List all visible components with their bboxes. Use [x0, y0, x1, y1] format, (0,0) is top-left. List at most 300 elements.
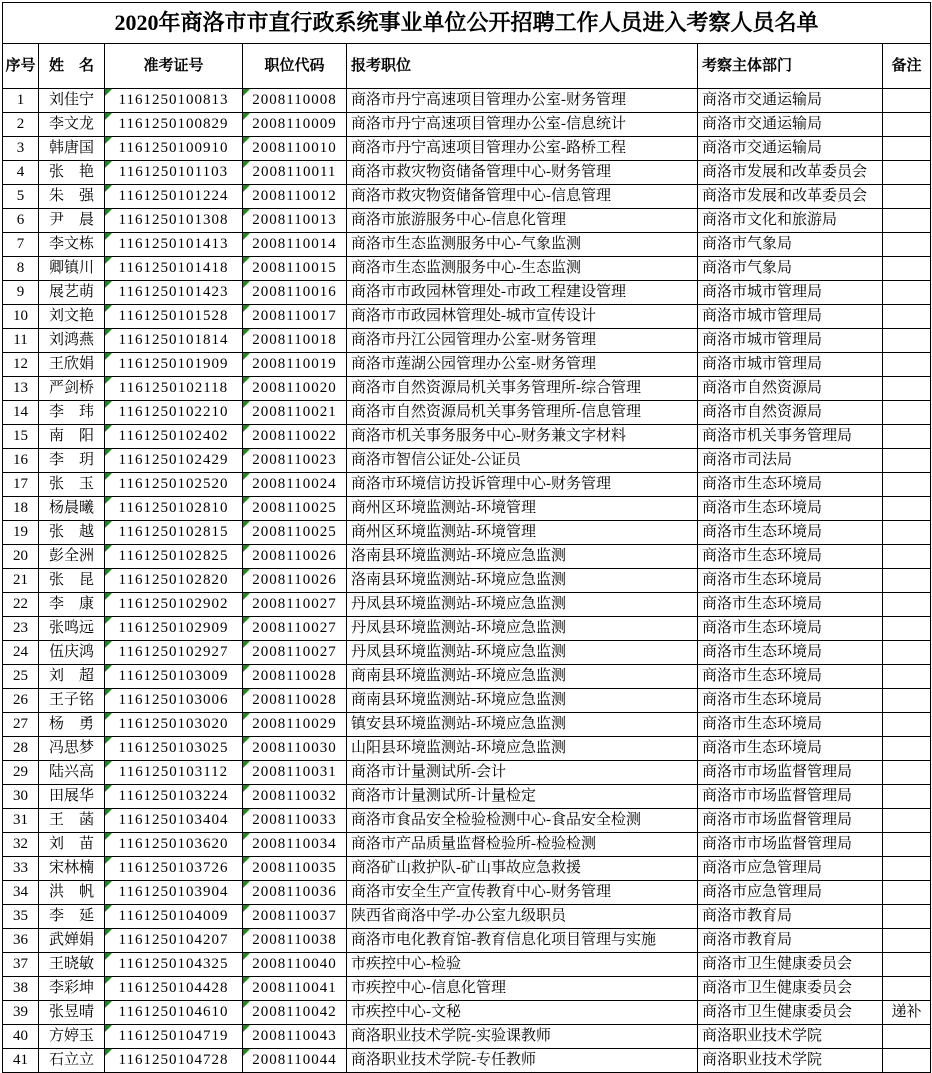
cell-name: 刘鸿燕	[39, 329, 105, 353]
table-row	[3, 257, 931, 281]
cell-index: 14	[3, 401, 39, 425]
cell-index: 31	[3, 809, 39, 833]
cell-position-code: 2008110034	[243, 833, 347, 857]
cell-name: 张 昆	[39, 569, 105, 593]
table-row	[3, 665, 931, 689]
cell-position: 商洛市计量测试所-会计	[347, 761, 698, 785]
cell-position: 商洛市电化教育馆-教育信息化项目管理与实施	[347, 929, 698, 953]
cell-position-code: 2008110038	[243, 929, 347, 953]
cell-ticket-number: 1161250103009	[105, 665, 243, 689]
cell-index: 19	[3, 521, 39, 545]
cell-ticket-number: 1161250101528	[105, 305, 243, 329]
cell-ticket-number: 1161250102927	[105, 641, 243, 665]
cell-ticket-number: 1161250102210	[105, 401, 243, 425]
cell-name: 宋林楠	[39, 857, 105, 881]
cell-department: 商洛市市场监督管理局	[698, 809, 883, 833]
cell-remark	[883, 305, 931, 329]
cell-department: 商洛市市场监督管理局	[698, 785, 883, 809]
cell-remark	[883, 689, 931, 713]
cell-remark	[883, 521, 931, 545]
col-header-ticket-number: 准考证号	[105, 44, 243, 89]
table-row	[3, 137, 931, 161]
cell-department: 商洛市城市管理局	[698, 329, 883, 353]
cell-index: 7	[3, 233, 39, 257]
cell-remark	[883, 641, 931, 665]
cell-remark	[883, 929, 931, 953]
cell-position: 商洛市自然资源局机关事务管理所-综合管理	[347, 377, 698, 401]
cell-department: 商洛市生态环境局	[698, 737, 883, 761]
cell-position: 商洛市旅游服务中心-信息化管理	[347, 209, 698, 233]
cell-ticket-number: 1161250103404	[105, 809, 243, 833]
cell-department: 商洛市交通运输局	[698, 137, 883, 161]
table-row	[3, 641, 931, 665]
table-row	[3, 377, 931, 401]
cell-remark	[883, 137, 931, 161]
cell-ticket-number: 1161250104610	[105, 1001, 243, 1025]
cell-remark	[883, 785, 931, 809]
cell-department: 商洛市生态环境局	[698, 617, 883, 641]
cell-department: 商洛市自然资源局	[698, 377, 883, 401]
cell-ticket-number: 1161250102825	[105, 545, 243, 569]
cell-index: 33	[3, 857, 39, 881]
cell-remark	[883, 209, 931, 233]
cell-position: 市疾控中心-检验	[347, 953, 698, 977]
cell-ticket-number: 1161250104325	[105, 953, 243, 977]
table-row	[3, 1049, 931, 1073]
cell-index: 5	[3, 185, 39, 209]
cell-position: 商洛矿山救护队-矿山事故应急救援	[347, 857, 698, 881]
cell-ticket-number: 1161250101413	[105, 233, 243, 257]
cell-name: 方婷玉	[39, 1025, 105, 1049]
table-row	[3, 785, 931, 809]
cell-department: 商洛市生态环境局	[698, 593, 883, 617]
title-row	[3, 3, 931, 44]
cell-name: 洪 帆	[39, 881, 105, 905]
cell-name: 韩唐国	[39, 137, 105, 161]
cell-position-code: 2008110019	[243, 353, 347, 377]
cell-name: 尹 晨	[39, 209, 105, 233]
cell-ticket-number: 1161250104719	[105, 1025, 243, 1049]
cell-name: 卿镇川	[39, 257, 105, 281]
cell-index: 25	[3, 665, 39, 689]
cell-index: 35	[3, 905, 39, 929]
cell-department: 商洛市城市管理局	[698, 353, 883, 377]
cell-name: 南 阳	[39, 425, 105, 449]
table-row	[3, 977, 931, 1001]
table-row	[3, 905, 931, 929]
cell-index: 18	[3, 497, 39, 521]
cell-index: 30	[3, 785, 39, 809]
cell-position-code: 2008110041	[243, 977, 347, 1001]
table-row	[3, 329, 931, 353]
cell-department: 商洛市市场监督管理局	[698, 833, 883, 857]
cell-remark	[883, 377, 931, 401]
cell-ticket-number: 1161250103112	[105, 761, 243, 785]
cell-ticket-number: 1161250104009	[105, 905, 243, 929]
header-row	[3, 44, 931, 89]
cell-ticket-number: 1161250101224	[105, 185, 243, 209]
table-row	[3, 929, 931, 953]
cell-position: 商洛职业技术学院-专任教师	[347, 1049, 698, 1073]
cell-position: 市疾控中心-文秘	[347, 1001, 698, 1025]
cell-position-code: 2008110018	[243, 329, 347, 353]
cell-name: 张鸣远	[39, 617, 105, 641]
cell-remark	[883, 185, 931, 209]
cell-ticket-number: 1161250102815	[105, 521, 243, 545]
col-header-index: 序号	[3, 44, 39, 89]
cell-position-code: 2008110023	[243, 449, 347, 473]
cell-index: 38	[3, 977, 39, 1001]
cell-position-code: 2008110008	[243, 89, 347, 113]
cell-name: 武婵娟	[39, 929, 105, 953]
cell-department: 商洛市自然资源局	[698, 401, 883, 425]
cell-position: 商洛市救灾物资储备管理中心-财务管理	[347, 161, 698, 185]
cell-index: 12	[3, 353, 39, 377]
cell-remark	[883, 257, 931, 281]
cell-index: 39	[3, 1001, 39, 1025]
table-row	[3, 473, 931, 497]
cell-remark	[883, 881, 931, 905]
table-row	[3, 545, 931, 569]
cell-remark	[883, 617, 931, 641]
cell-position: 镇安县环境监测站-环境应急监测	[347, 713, 698, 737]
cell-position-code: 2008110029	[243, 713, 347, 737]
cell-name: 石立立	[39, 1049, 105, 1073]
cell-ticket-number: 1161250101909	[105, 353, 243, 377]
col-header-position-code: 职位代码	[243, 44, 347, 89]
cell-index: 37	[3, 953, 39, 977]
cell-department: 商洛市交通运输局	[698, 113, 883, 137]
cell-ticket-number: 1161250101418	[105, 257, 243, 281]
cell-department: 商洛市城市管理局	[698, 281, 883, 305]
cell-index: 40	[3, 1025, 39, 1049]
cell-position: 商洛市救灾物资储备管理中心-信息管理	[347, 185, 698, 209]
cell-remark	[883, 497, 931, 521]
cell-index: 15	[3, 425, 39, 449]
col-header-position: 报考职位	[347, 44, 698, 89]
cell-department: 商洛市生态环境局	[698, 569, 883, 593]
cell-index: 20	[3, 545, 39, 569]
cell-name: 张 越	[39, 521, 105, 545]
table-row	[3, 737, 931, 761]
cell-remark	[883, 425, 931, 449]
cell-department: 商洛市卫生健康委员会	[698, 953, 883, 977]
cell-index: 4	[3, 161, 39, 185]
table-row	[3, 1001, 931, 1025]
cell-position: 丹凤县环境监测站-环境应急监测	[347, 593, 698, 617]
cell-position-code: 2008110025	[243, 521, 347, 545]
table-row	[3, 113, 931, 137]
col-header-remark: 备注	[883, 44, 931, 89]
cell-position: 商洛市丹宁高速项目管理办公室-路桥工程	[347, 137, 698, 161]
cell-department: 商洛市生态环境局	[698, 521, 883, 545]
cell-index: 22	[3, 593, 39, 617]
cell-position-code: 2008110021	[243, 401, 347, 425]
cell-remark	[883, 977, 931, 1001]
cell-index: 11	[3, 329, 39, 353]
cell-department: 商洛市教育局	[698, 929, 883, 953]
cell-department: 商洛市生态环境局	[698, 713, 883, 737]
table-row	[3, 281, 931, 305]
cell-department: 商洛市文化和旅游局	[698, 209, 883, 233]
cell-position-code: 2008110030	[243, 737, 347, 761]
cell-ticket-number: 1161250101308	[105, 209, 243, 233]
cell-index: 32	[3, 833, 39, 857]
table-row	[3, 689, 931, 713]
table-row	[3, 809, 931, 833]
cell-index: 8	[3, 257, 39, 281]
cell-ticket-number: 1161250103620	[105, 833, 243, 857]
cell-name: 刘 超	[39, 665, 105, 689]
cell-ticket-number: 1161250102909	[105, 617, 243, 641]
cell-name: 陆兴高	[39, 761, 105, 785]
cell-name: 冯思梦	[39, 737, 105, 761]
cell-index: 36	[3, 929, 39, 953]
cell-ticket-number: 1161250101103	[105, 161, 243, 185]
cell-position: 商洛市机关事务服务中心-财务兼文字材料	[347, 425, 698, 449]
cell-position: 洛南县环境监测站-环境应急监测	[347, 545, 698, 569]
cell-remark	[883, 665, 931, 689]
table-row	[3, 833, 931, 857]
cell-ticket-number: 1161250101814	[105, 329, 243, 353]
cell-ticket-number: 1161250102820	[105, 569, 243, 593]
cell-position-code: 2008110024	[243, 473, 347, 497]
cell-remark	[883, 113, 931, 137]
cell-name: 田展华	[39, 785, 105, 809]
cell-ticket-number: 1161250100813	[105, 89, 243, 113]
cell-remark	[883, 353, 931, 377]
table-row	[3, 521, 931, 545]
cell-name: 王子铭	[39, 689, 105, 713]
cell-position: 商洛市市政园林管理处-城市宣传设计	[347, 305, 698, 329]
cell-name: 王 菡	[39, 809, 105, 833]
cell-position-code: 2008110013	[243, 209, 347, 233]
cell-position-code: 2008110015	[243, 257, 347, 281]
cell-remark	[883, 545, 931, 569]
cell-department: 商洛市交通运输局	[698, 89, 883, 113]
cell-position: 商洛市莲湖公园管理办公室-财务管理	[347, 353, 698, 377]
cell-position-code: 2008110028	[243, 689, 347, 713]
cell-position: 商洛市生态监测服务中心-气象监测	[347, 233, 698, 257]
cell-position-code: 2008110010	[243, 137, 347, 161]
cell-position-code: 2008110033	[243, 809, 347, 833]
cell-remark	[883, 833, 931, 857]
table-row	[3, 185, 931, 209]
cell-ticket-number: 1161250102520	[105, 473, 243, 497]
cell-ticket-number: 1161250102902	[105, 593, 243, 617]
cell-position-code: 2008110009	[243, 113, 347, 137]
cell-position-code: 2008110044	[243, 1049, 347, 1073]
cell-position: 商洛市安全生产宣传教育中心-财务管理	[347, 881, 698, 905]
table-row	[3, 161, 931, 185]
cell-ticket-number: 1161250104728	[105, 1049, 243, 1073]
cell-index: 17	[3, 473, 39, 497]
cell-department: 商洛市发展和改革委员会	[698, 185, 883, 209]
cell-department: 商洛市生态环境局	[698, 665, 883, 689]
cell-position: 商南县环境监测站-环境应急监测	[347, 689, 698, 713]
cell-remark: 递补	[883, 1001, 931, 1025]
cell-name: 杨晨曦	[39, 497, 105, 521]
cell-name: 李 康	[39, 593, 105, 617]
table-row	[3, 233, 931, 257]
cell-index: 21	[3, 569, 39, 593]
cell-name: 杨 勇	[39, 713, 105, 737]
cell-position-code: 2008110012	[243, 185, 347, 209]
cell-name: 李 延	[39, 905, 105, 929]
cell-remark	[883, 161, 931, 185]
cell-name: 展艺萌	[39, 281, 105, 305]
cell-ticket-number: 1161250100910	[105, 137, 243, 161]
table-row	[3, 1025, 931, 1049]
cell-name: 伍庆鸿	[39, 641, 105, 665]
table-row	[3, 425, 931, 449]
cell-name: 朱 强	[39, 185, 105, 209]
cell-position: 商州区环境监测站-环境管理	[347, 521, 698, 545]
table-row	[3, 353, 931, 377]
cell-index: 23	[3, 617, 39, 641]
cell-position-code: 2008110031	[243, 761, 347, 785]
cell-remark	[883, 953, 931, 977]
cell-position-code: 2008110026	[243, 545, 347, 569]
cell-department: 商洛市生态环境局	[698, 545, 883, 569]
table-row	[3, 593, 931, 617]
cell-ticket-number: 1161250103006	[105, 689, 243, 713]
cell-position: 商洛市自然资源局机关事务管理所-信息管理	[347, 401, 698, 425]
cell-name: 彭全洲	[39, 545, 105, 569]
cell-remark	[883, 329, 931, 353]
cell-position-code: 2008110035	[243, 857, 347, 881]
cell-index: 24	[3, 641, 39, 665]
cell-remark	[883, 713, 931, 737]
cell-index: 1	[3, 89, 39, 113]
cell-position: 商州区环境监测站-环境管理	[347, 497, 698, 521]
cell-remark	[883, 233, 931, 257]
cell-position: 商洛市市政园林管理处-市政工程建设管理	[347, 281, 698, 305]
cell-position: 陕西省商洛中学-办公室九级职员	[347, 905, 698, 929]
cell-department: 商洛职业技术学院	[698, 1049, 883, 1073]
cell-name: 刘佳宁	[39, 89, 105, 113]
cell-department: 商洛市城市管理局	[698, 305, 883, 329]
cell-index: 10	[3, 305, 39, 329]
cell-remark	[883, 857, 931, 881]
cell-remark	[883, 449, 931, 473]
cell-position: 丹凤县环境监测站-环境应急监测	[347, 617, 698, 641]
cell-name: 刘 苗	[39, 833, 105, 857]
cell-index: 29	[3, 761, 39, 785]
cell-position-code: 2008110011	[243, 161, 347, 185]
page-title: 2020年商洛市市直行政系统事业单位公开招聘工作人员进入考察人员名单	[3, 3, 931, 44]
cell-department: 商洛市发展和改革委员会	[698, 161, 883, 185]
cell-remark	[883, 473, 931, 497]
cell-department: 商洛市司法局	[698, 449, 883, 473]
cell-index: 2	[3, 113, 39, 137]
cell-name: 李文栋	[39, 233, 105, 257]
cell-position-code: 2008110025	[243, 497, 347, 521]
table-row	[3, 569, 931, 593]
cell-name: 王晓敏	[39, 953, 105, 977]
cell-position-code: 2008110027	[243, 617, 347, 641]
cell-remark	[883, 593, 931, 617]
cell-position-code: 2008110017	[243, 305, 347, 329]
cell-index: 9	[3, 281, 39, 305]
col-header-name: 姓 名	[39, 44, 105, 89]
cell-position-code: 2008110022	[243, 425, 347, 449]
cell-position: 洛南县环境监测站-环境应急监测	[347, 569, 698, 593]
candidates-table	[2, 2, 931, 1073]
cell-ticket-number: 1161250102402	[105, 425, 243, 449]
cell-position: 丹凤县环境监测站-环境应急监测	[347, 641, 698, 665]
cell-position-code: 2008110042	[243, 1001, 347, 1025]
cell-remark	[883, 281, 931, 305]
cell-name: 张 艳	[39, 161, 105, 185]
table-row	[3, 305, 931, 329]
cell-remark	[883, 1025, 931, 1049]
cell-position-code: 2008110036	[243, 881, 347, 905]
cell-department: 商洛市卫生健康委员会	[698, 977, 883, 1001]
cell-ticket-number: 1161250102118	[105, 377, 243, 401]
cell-ticket-number: 1161250101423	[105, 281, 243, 305]
table-row	[3, 401, 931, 425]
col-header-department: 考察主体部门	[698, 44, 883, 89]
cell-position-code: 2008110027	[243, 641, 347, 665]
cell-ticket-number: 1161250103904	[105, 881, 243, 905]
cell-department: 商洛市应急管理局	[698, 857, 883, 881]
cell-index: 16	[3, 449, 39, 473]
cell-remark	[883, 89, 931, 113]
cell-position: 市疾控中心-信息化管理	[347, 977, 698, 1001]
cell-ticket-number: 1161250102810	[105, 497, 243, 521]
cell-remark	[883, 809, 931, 833]
cell-department: 商洛市市场监督管理局	[698, 761, 883, 785]
cell-remark	[883, 905, 931, 929]
cell-index: 41	[3, 1049, 39, 1073]
cell-ticket-number: 1161250100829	[105, 113, 243, 137]
cell-department: 商洛市卫生健康委员会	[698, 1001, 883, 1025]
cell-remark	[883, 1049, 931, 1073]
cell-ticket-number: 1161250104207	[105, 929, 243, 953]
table-row	[3, 857, 931, 881]
cell-position-code: 2008110040	[243, 953, 347, 977]
cell-department: 商洛市生态环境局	[698, 641, 883, 665]
cell-department: 商洛市气象局	[698, 257, 883, 281]
cell-position-code: 2008110027	[243, 593, 347, 617]
cell-index: 27	[3, 713, 39, 737]
cell-index: 6	[3, 209, 39, 233]
cell-position: 商洛市产品质量监督检验所-检验检测	[347, 833, 698, 857]
cell-department: 商洛职业技术学院	[698, 1025, 883, 1049]
cell-position: 商洛市丹宁高速项目管理办公室-财务管理	[347, 89, 698, 113]
cell-name: 张 玉	[39, 473, 105, 497]
cell-remark	[883, 737, 931, 761]
table-body	[3, 89, 931, 1073]
cell-remark	[883, 401, 931, 425]
cell-department: 商洛市生态环境局	[698, 497, 883, 521]
table-row	[3, 617, 931, 641]
table-row	[3, 209, 931, 233]
cell-department: 商洛市应急管理局	[698, 881, 883, 905]
cell-department: 商洛市生态环境局	[698, 689, 883, 713]
table-row	[3, 449, 931, 473]
table-row	[3, 713, 931, 737]
cell-remark	[883, 569, 931, 593]
cell-name: 李彩坤	[39, 977, 105, 1001]
table-row	[3, 881, 931, 905]
cell-index: 34	[3, 881, 39, 905]
cell-position-code: 2008110020	[243, 377, 347, 401]
cell-remark	[883, 761, 931, 785]
cell-position: 商洛市丹江公园管理办公室-财务管理	[347, 329, 698, 353]
table-row	[3, 953, 931, 977]
